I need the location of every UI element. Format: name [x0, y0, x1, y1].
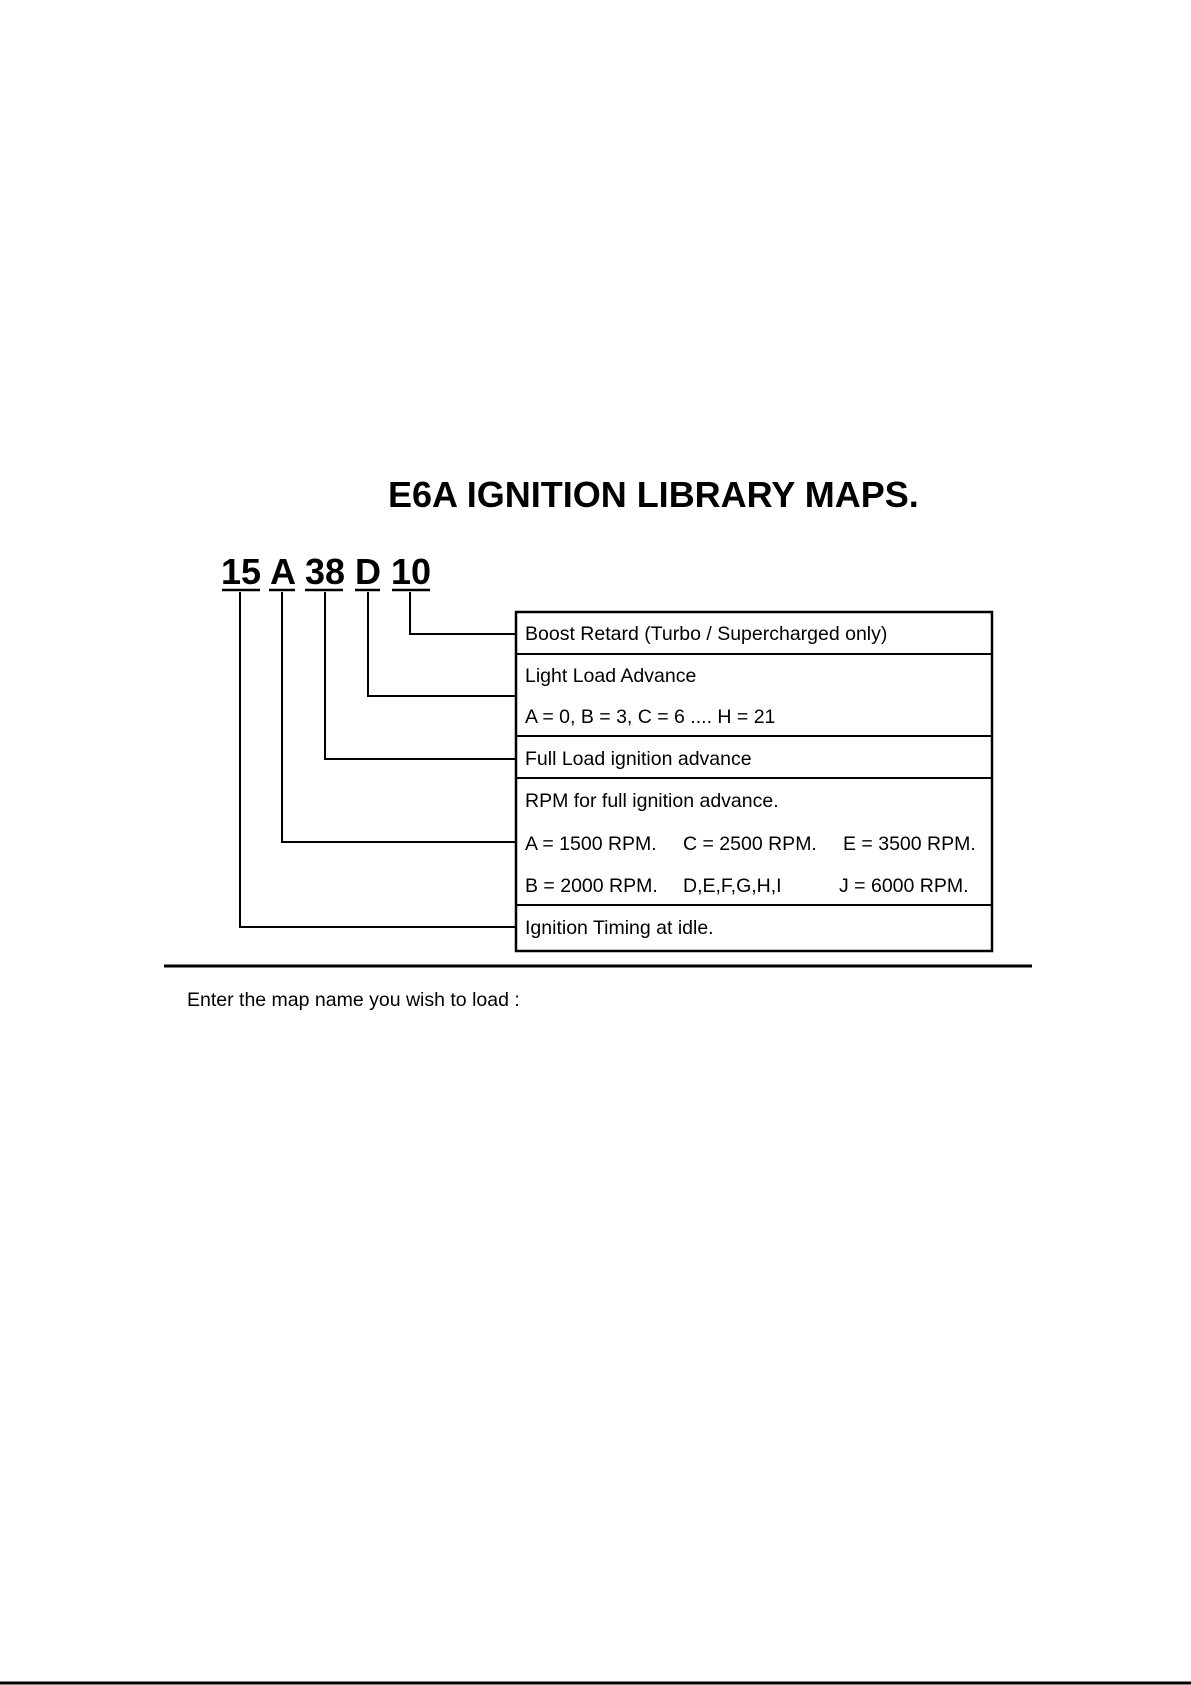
legend-rpm-value: A = 1500 RPM.	[525, 833, 657, 855]
code-segment-light-load: D	[355, 551, 381, 592]
leader-lines	[240, 592, 517, 927]
page-title: E6A IGNITION LIBRARY MAPS.	[388, 474, 919, 515]
legend-rpm-value: C = 2500 RPM.	[683, 833, 817, 855]
legend-rpm-value: B = 2000 RPM.	[525, 875, 658, 897]
map-name-prompt: Enter the map name you wish to load :	[187, 989, 520, 1011]
legend-full-load-title: Full Load ignition advance	[525, 748, 752, 770]
legend-box	[516, 612, 992, 951]
legend-rpm-value: E = 3500 RPM.	[843, 833, 976, 855]
legend-light-load-title: Light Load Advance	[525, 665, 697, 687]
code-segment-idle: 15	[221, 551, 262, 592]
legend-idle-title: Ignition Timing at idle.	[525, 917, 714, 939]
leader-line-rpm	[282, 592, 517, 842]
code-segment-boost: 10	[391, 551, 432, 592]
legend-border	[516, 612, 992, 951]
code-segment-rpm: A	[270, 551, 296, 592]
leader-line-boost	[410, 592, 517, 634]
code-segment-full-load: 38	[305, 551, 346, 592]
leader-line-light-load	[368, 592, 517, 696]
legend-rpm-value: D,E,F,G,H,I	[683, 875, 782, 897]
leader-line-full-load	[325, 592, 517, 759]
legend-light-load-values: A = 0, B = 3, C = 6 .... H = 21	[525, 706, 776, 728]
legend-rpm-title: RPM for full ignition advance.	[525, 790, 779, 812]
legend-boost-title: Boost Retard (Turbo / Supercharged only)	[525, 623, 888, 645]
legend-rpm-value: J = 6000 RPM.	[839, 875, 969, 897]
